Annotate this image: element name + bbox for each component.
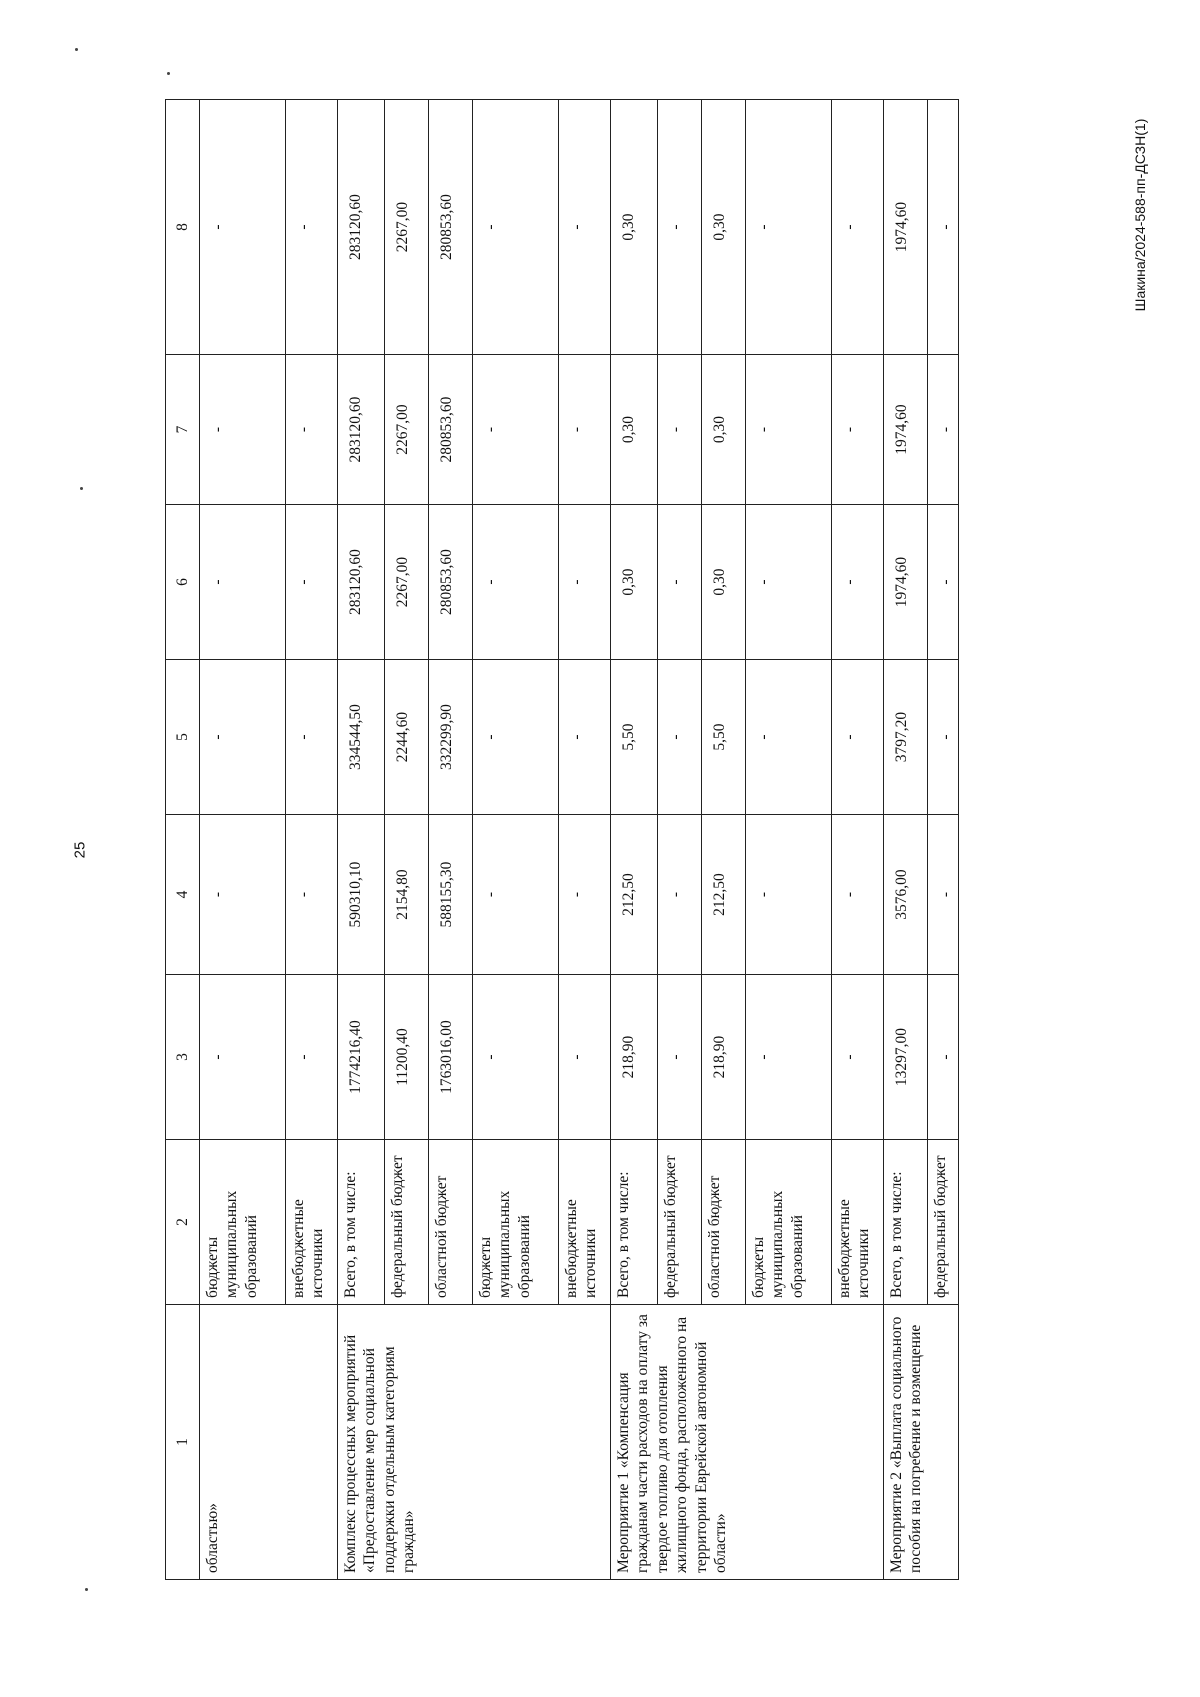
funding-source-cell: бюджеты муниципальных образований bbox=[473, 1140, 559, 1305]
header-cell: 6 bbox=[166, 505, 200, 660]
amount-cell: - bbox=[200, 355, 286, 505]
amount-cell: - bbox=[832, 100, 884, 355]
amount-cell: 590310,10 bbox=[338, 815, 385, 975]
amount-cell: - bbox=[658, 660, 702, 815]
amount-cell: - bbox=[473, 505, 559, 660]
amount-cell: 2267,00 bbox=[385, 100, 429, 355]
amount-cell: - bbox=[473, 355, 559, 505]
amount-cell: - bbox=[559, 660, 611, 815]
amount-cell: - bbox=[559, 355, 611, 505]
amount-cell: 283120,60 bbox=[338, 355, 385, 505]
funding-source-cell: бюджеты муниципальных образований bbox=[746, 1140, 832, 1305]
amount-cell: - bbox=[559, 815, 611, 975]
amount-cell: 334544,50 bbox=[338, 660, 385, 815]
header-cell: 4 bbox=[166, 815, 200, 975]
amount-cell: 0,30 bbox=[611, 355, 658, 505]
amount-cell: - bbox=[928, 100, 959, 355]
table-row bbox=[611, 100, 658, 1580]
amount-cell: 1974,60 bbox=[884, 505, 928, 660]
amount-cell: - bbox=[559, 975, 611, 1140]
funding-source-cell: Всего, в том числе: bbox=[338, 1140, 385, 1305]
amount-cell: - bbox=[832, 975, 884, 1140]
header-cell: 2 bbox=[166, 1140, 200, 1305]
amount-cell: 1974,60 bbox=[884, 100, 928, 355]
amount-cell: - bbox=[286, 355, 338, 505]
amount-cell: 1774216,40 bbox=[338, 975, 385, 1140]
amount-cell: - bbox=[559, 100, 611, 355]
amount-cell: - bbox=[928, 355, 959, 505]
amount-cell: - bbox=[658, 355, 702, 505]
funding-source-cell: федеральный бюджет bbox=[658, 1140, 702, 1305]
amount-cell: - bbox=[200, 100, 286, 355]
amount-cell: 3797,20 bbox=[884, 660, 928, 815]
funding-source-cell: внебюджетные источники bbox=[832, 1140, 884, 1305]
header-cell: 1 bbox=[166, 1305, 200, 1580]
amount-cell: - bbox=[473, 100, 559, 355]
document-footer-id: Шакина/2024-588-пп-ДСЗН(1) bbox=[1132, 118, 1148, 312]
header-cell: 3 bbox=[166, 975, 200, 1140]
amount-cell: - bbox=[286, 815, 338, 975]
rotated-table-frame bbox=[165, 100, 1078, 1580]
table-row bbox=[338, 100, 385, 1580]
table-row bbox=[884, 100, 928, 1580]
amount-cell: 0,30 bbox=[702, 100, 746, 355]
header-cell: 7 bbox=[166, 355, 200, 505]
rotated-table-container bbox=[165, 100, 1078, 1580]
amount-cell: 280853,60 bbox=[429, 355, 473, 505]
scan-speck bbox=[167, 72, 170, 75]
amount-cell: - bbox=[928, 975, 959, 1140]
amount-cell: - bbox=[200, 660, 286, 815]
amount-cell: 283120,60 bbox=[338, 100, 385, 355]
amount-cell: 0,30 bbox=[702, 505, 746, 660]
amount-cell: 2244,60 bbox=[385, 660, 429, 815]
amount-cell: 0,30 bbox=[611, 505, 658, 660]
amount-cell: 1974,60 bbox=[884, 355, 928, 505]
amount-cell: 588155,30 bbox=[429, 815, 473, 975]
scan-speck bbox=[80, 487, 83, 490]
amount-cell: 212,50 bbox=[611, 815, 658, 975]
amount-cell: 5,50 bbox=[611, 660, 658, 815]
amount-cell: 283120,60 bbox=[338, 505, 385, 660]
scan-speck bbox=[75, 48, 78, 51]
amount-cell: - bbox=[832, 660, 884, 815]
funding-source-cell: федеральный бюджет bbox=[385, 1140, 429, 1305]
amount-cell: - bbox=[832, 815, 884, 975]
amount-cell: 218,90 bbox=[611, 975, 658, 1140]
amount-cell: - bbox=[473, 815, 559, 975]
amount-cell: 0,30 bbox=[702, 355, 746, 505]
funding-source-cell: областной бюджет bbox=[429, 1140, 473, 1305]
amount-cell: 3576,00 bbox=[884, 815, 928, 975]
amount-cell: - bbox=[746, 975, 832, 1140]
amount-cell: - bbox=[658, 975, 702, 1140]
amount-cell: - bbox=[286, 100, 338, 355]
funding-source-cell: внебюджетные источники bbox=[559, 1140, 611, 1305]
header-cell: 8 bbox=[166, 100, 200, 355]
funding-source-cell: федеральный бюджет bbox=[928, 1140, 959, 1305]
amount-cell: 280853,60 bbox=[429, 505, 473, 660]
funding-source-cell: областной бюджет bbox=[702, 1140, 746, 1305]
amount-cell: - bbox=[200, 815, 286, 975]
amount-cell: - bbox=[746, 660, 832, 815]
amount-cell: - bbox=[658, 815, 702, 975]
amount-cell: 5,50 bbox=[702, 660, 746, 815]
header-cell: 5 bbox=[166, 660, 200, 815]
amount-cell: - bbox=[473, 975, 559, 1140]
amount-cell: 332299,90 bbox=[429, 660, 473, 815]
amount-cell: - bbox=[200, 975, 286, 1140]
amount-cell: - bbox=[286, 975, 338, 1140]
amount-cell: 13297,00 bbox=[884, 975, 928, 1140]
amount-cell: - bbox=[746, 815, 832, 975]
amount-cell: 2267,00 bbox=[385, 505, 429, 660]
amount-cell: 0,30 bbox=[611, 100, 658, 355]
amount-cell: - bbox=[928, 815, 959, 975]
amount-cell: - bbox=[746, 505, 832, 660]
amount-cell: - bbox=[658, 505, 702, 660]
table-header-row bbox=[166, 100, 200, 1580]
amount-cell: 2267,00 bbox=[385, 355, 429, 505]
scan-speck bbox=[85, 1588, 88, 1591]
amount-cell: - bbox=[746, 100, 832, 355]
amount-cell: - bbox=[832, 355, 884, 505]
funding-source-cell: Всего, в том числе: bbox=[884, 1140, 928, 1305]
amount-cell: 280853,60 bbox=[429, 100, 473, 355]
amount-cell: 212,50 bbox=[702, 815, 746, 975]
amount-cell: 11200,40 bbox=[385, 975, 429, 1140]
funding-source-cell: внебюджетные источники bbox=[286, 1140, 338, 1305]
amount-cell: 1763016,00 bbox=[429, 975, 473, 1140]
program-name-cell: областью» bbox=[200, 1305, 338, 1580]
amount-cell: - bbox=[473, 660, 559, 815]
program-name-cell: Мероприятие 1 «Компенсация гражданам части расходов на оплату за твердое топливо для отопления жилищного фонда, расположенного на территории Еврейской автономной области» bbox=[611, 1305, 884, 1580]
amount-cell: - bbox=[928, 505, 959, 660]
amount-cell: - bbox=[286, 660, 338, 815]
table-row bbox=[200, 100, 286, 1580]
funding-source-cell: Всего, в том числе: bbox=[611, 1140, 658, 1305]
amount-cell: 218,90 bbox=[702, 975, 746, 1140]
amount-cell: - bbox=[658, 100, 702, 355]
amount-cell: - bbox=[200, 505, 286, 660]
page-number: 25 bbox=[71, 841, 89, 859]
amount-cell: 2154,80 bbox=[385, 815, 429, 975]
funding-source-cell: бюджеты муниципальных образований bbox=[200, 1140, 286, 1305]
amount-cell: - bbox=[832, 505, 884, 660]
amount-cell: - bbox=[286, 505, 338, 660]
amount-cell: - bbox=[928, 660, 959, 815]
budget-table bbox=[165, 99, 959, 1580]
amount-cell: - bbox=[559, 505, 611, 660]
program-name-cell: Мероприятие 2 «Выплата социального пособия на погребение и возмещение bbox=[884, 1305, 959, 1580]
program-name-cell: Комплекс процессных мероприятий «Предоставление мер социальной поддержки отдельным категориям граждан» bbox=[338, 1305, 611, 1580]
amount-cell: - bbox=[746, 355, 832, 505]
